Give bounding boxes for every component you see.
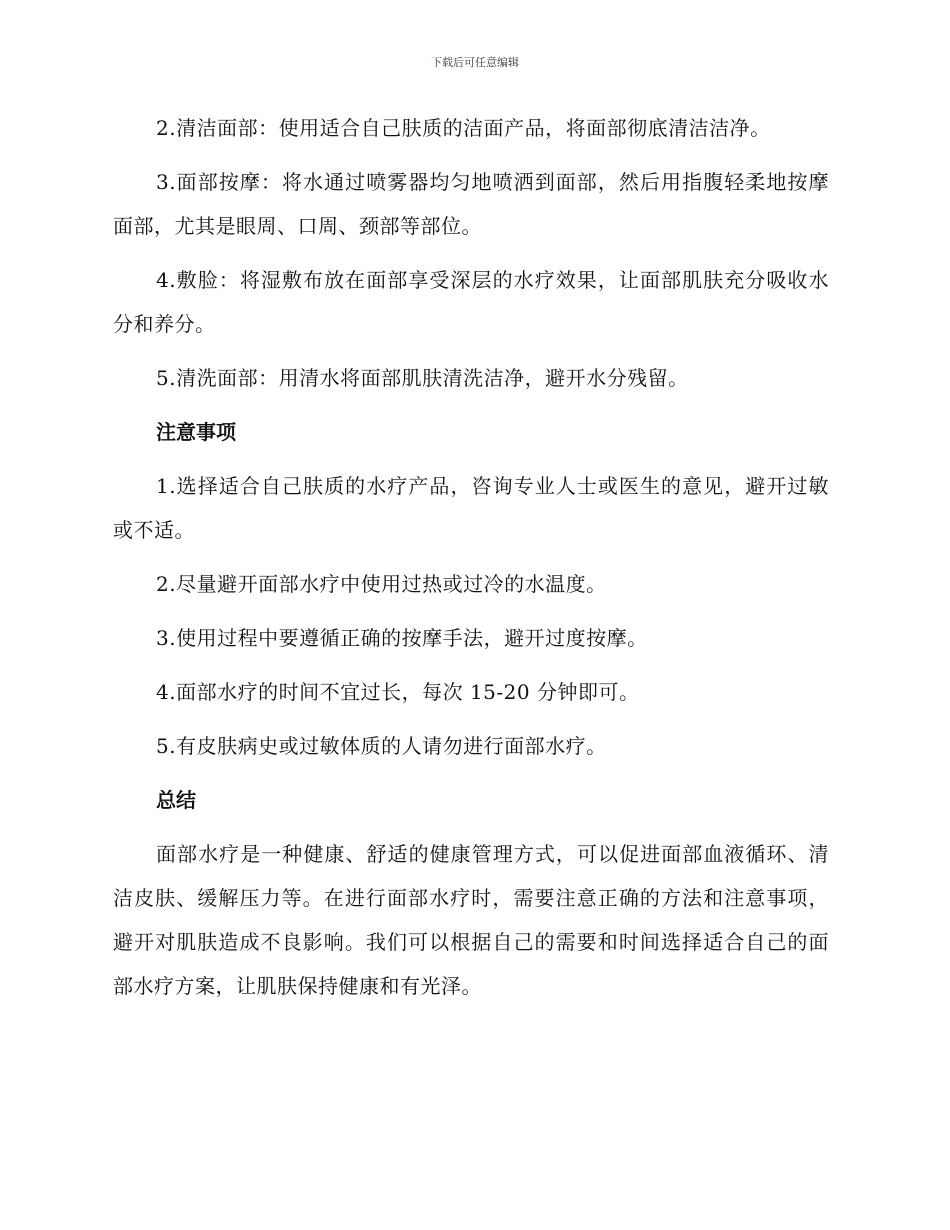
note-item-3: 3.使用过程中要遵循正确的按摩手法，避开过度按摩。 — [156, 626, 648, 650]
step-paragraph-5: 5.清洗面部：用清水将面部肌肤清洗洁净，避开水分残留。 — [156, 366, 689, 390]
notes-heading: 注意事项 — [156, 420, 236, 444]
step-paragraph-4: 4.敷脸：将湿敷布放在面部享受深层的水疗效果，让面部肌肤充分吸收水分和养分。 — [113, 268, 829, 336]
summary-paragraph: 面部水疗是一种健康、舒适的健康管理方式，可以促进面部血液循环、清洁皮肤、缓解压力等。在进行面部水疗时，需要注意正确的方法和注意事项，避开对肌肤造成不良影响。我们可以根据自己的需要和时间选择适合自己的面部水疗方案，让肌肤保持健康和有光泽。 — [113, 842, 829, 998]
step-paragraph-3: 3.面部按摩：将水通过喷雾器均匀地喷洒到面部，然后用指腹轻柔地按摩面部，尤其是眼周、口周、颈部等部位。 — [113, 170, 829, 238]
note-item-1: 1.选择适合自己肤质的水疗产品，咨询专业人士或医生的意见，避开过敏或不适。 — [113, 474, 829, 542]
step-paragraph-2: 2.清洁面部：使用适合自己肤质的洁面产品，将面部彻底清洁洁净。 — [156, 116, 771, 140]
document-body — [113, 106, 829, 1008]
note-item-4: 4.面部水疗的时间不宜过长，每次 15-20 分钟即可。 — [156, 680, 640, 704]
summary-heading: 总结 — [156, 788, 196, 812]
note-item-2: 2.尽量避开面部水疗中使用过热或过冷的水温度。 — [156, 572, 607, 596]
note-item-5: 5.有皮肤病史或过敏体质的人请勿进行面部水疗。 — [156, 734, 607, 758]
page-header: 下载后可任意编辑 — [431, 56, 519, 69]
